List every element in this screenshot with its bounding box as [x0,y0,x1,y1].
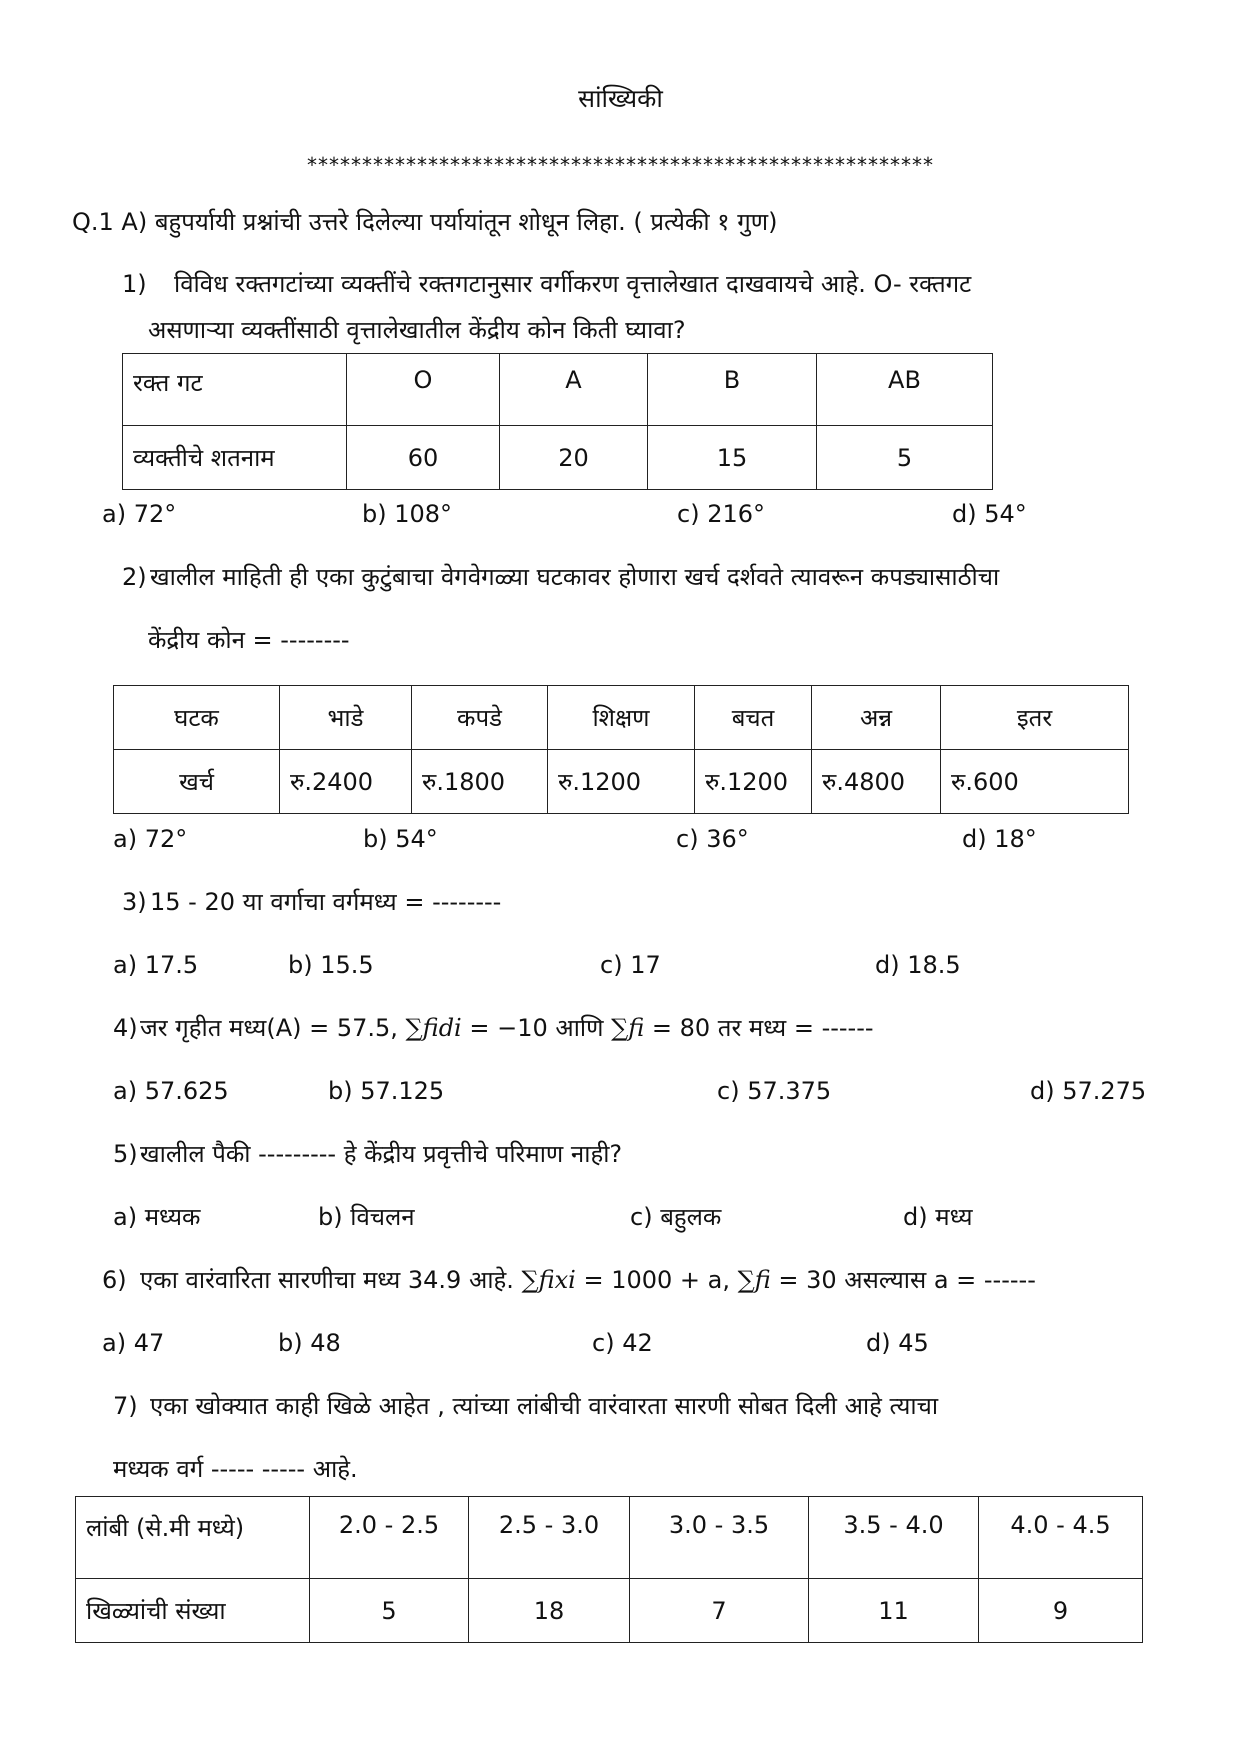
table-cell: 15 [648,426,817,490]
q2-expense-table [113,685,1129,814]
q4-option-b: b) 57.125 [328,1077,445,1105]
table-header-cell: 2.5 - 3.0 [469,1497,630,1579]
q7-text-line1: एका खोक्यात काही खिळे आहेत , त्यांच्या लांबीची वारंवारता सारणी सोबत दिली आहे त्याचा [150,1392,939,1420]
q6-text-part: = 30 असल्यास a = ------ [770,1266,1036,1294]
q6-sigma-fixi: ∑fixi [521,1266,576,1294]
q2-option-c: c) 36° [676,825,749,853]
table-header-cell: 2.0 - 2.5 [310,1497,469,1579]
q1-option-c: c) 216° [677,500,765,528]
table-cell: रु.600 [941,750,1129,814]
q2-text-line1: खालील माहिती ही एका कुटुंबाचा वेगवेगळ्या घटकावर होणारा खर्च दर्शवते त्यावरून कपड्यासाठीचा [150,563,1000,591]
q4-option-a: a) 57.625 [113,1077,229,1105]
q1-option-d: d) 54° [952,500,1027,528]
q2-option-d: d) 18° [962,825,1037,853]
q6-option-b: b) 48 [278,1329,341,1357]
table-cell: 11 [809,1579,979,1643]
table-header-cell: लांबी (से.मी मध्ये) [76,1497,310,1579]
table-header-cell: भाडे [280,686,412,750]
q1-text-line2: असणाऱ्या व्यक्तींसाठी वृत्तालेखातील केंद्रीय कोन किती घ्यावा? [148,316,686,344]
table-header-cell: इतर [941,686,1129,750]
table-cell: रु.1200 [695,750,812,814]
table-header-cell: O [347,354,500,426]
q6-text-part: एका वारंवारिता सारणीचा मध्य 34.9 आहे. [140,1266,522,1294]
q1-text-line1: विविध रक्तगटांच्या व्यक्तींचे रक्तगटानुसार वर्गीकरण वृत्तालेखात दाखवायचे आहे. O- रक्तगट [174,270,972,298]
table-cell: व्यक्तीचे शतनाम [123,426,347,490]
q5-option-c: c) बहुलक [630,1203,722,1231]
table-header-cell: कपडे [412,686,548,750]
q1-blood-group-table [122,353,993,490]
table-header-cell: AB [817,354,993,426]
q3-text: 15 - 20 या वर्गाचा वर्गमध्य = -------- [150,888,502,916]
q6-option-d: d) 45 [866,1329,929,1357]
table-cell: रु.1800 [412,750,548,814]
q5-option-a: a) मध्यक [113,1203,201,1231]
q3-number: 3) [122,888,147,916]
table-cell: रु.2400 [280,750,412,814]
q4-sigma-fidi: ∑fidi [405,1014,462,1042]
table-cell: 20 [500,426,648,490]
q7-text-line2: मध्यक वर्ग ----- ----- आहे. [113,1455,358,1483]
section-heading: Q.1 A) बहुपर्यायी प्रश्नांची उत्तरे दिलेल्या पर्यायांतून शोधून लिहा. ( प्रत्येकी १ गुण) [72,208,778,236]
q5-option-d: d) मध्य [903,1203,973,1231]
table-cell: 60 [347,426,500,490]
table-cell: 5 [310,1579,469,1643]
q2-number: 2) [122,563,147,591]
table-cell: 5 [817,426,993,490]
table-cell: रु.1200 [548,750,695,814]
table-header-cell: B [648,354,817,426]
table-header-cell: 3.5 - 4.0 [809,1497,979,1579]
q4-text [140,1016,874,1040]
page-title: सांख्यिकी [578,84,663,113]
q2-option-a: a) 72° [113,825,188,853]
q3-option-d: d) 18.5 [875,951,961,979]
separator-line: ********************************************************* [307,155,934,175]
q3-option-b: b) 15.5 [288,951,374,979]
q4-number: 4) [113,1014,138,1042]
q6-text-part: = 1000 + a, [575,1266,738,1294]
q3-option-c: c) 17 [600,951,661,979]
q4-sigma-fi: ∑fi [611,1014,645,1042]
table-cell: 7 [630,1579,809,1643]
q5-number: 5) [113,1140,138,1168]
q6-sigma-fi: ∑fi [737,1266,771,1294]
table-header-cell: घटक [114,686,280,750]
q4-text-part: जर गृहीत मध्य(A) = 57.5, [140,1014,406,1042]
q6-number: 6) [102,1266,127,1294]
q2-text-line2: केंद्रीय कोन = -------- [148,626,350,654]
table-cell: 9 [979,1579,1143,1643]
table-cell: रु.4800 [812,750,941,814]
q2-option-b: b) 54° [363,825,438,853]
table-header-cell: अन्न [812,686,941,750]
q6-text [140,1268,1036,1292]
q4-option-d: d) 57.275 [1030,1077,1147,1105]
table-header-cell: रक्त गट [123,354,347,426]
q4-text-part: = −10 आणि [461,1014,612,1042]
table-header-cell: शिक्षण [548,686,695,750]
q4-text-part: = 80 तर मध्य = ------ [644,1014,874,1042]
table-header-cell: 3.0 - 3.5 [630,1497,809,1579]
q5-text: खालील पैकी --------- हे केंद्रीय प्रवृत्तीचे परिमाण नाही? [140,1140,623,1168]
table-cell: खिळ्यांची संख्या [76,1579,310,1643]
table-header-cell: A [500,354,648,426]
q1-option-a: a) 72° [102,500,177,528]
table-header-cell: 4.0 - 4.5 [979,1497,1143,1579]
table-header-cell: बचत [695,686,812,750]
q4-option-c: c) 57.375 [717,1077,832,1105]
q7-number: 7) [113,1392,138,1420]
q6-option-a: a) 47 [102,1329,165,1357]
q6-option-c: c) 42 [592,1329,653,1357]
table-cell: 18 [469,1579,630,1643]
q5-option-b: b) विचलन [318,1203,415,1231]
table-cell: खर्च [114,750,280,814]
q3-option-a: a) 17.5 [113,951,199,979]
q1-option-b: b) 108° [362,500,453,528]
q1-number: 1) [122,270,147,298]
q7-nail-length-table [75,1496,1143,1643]
